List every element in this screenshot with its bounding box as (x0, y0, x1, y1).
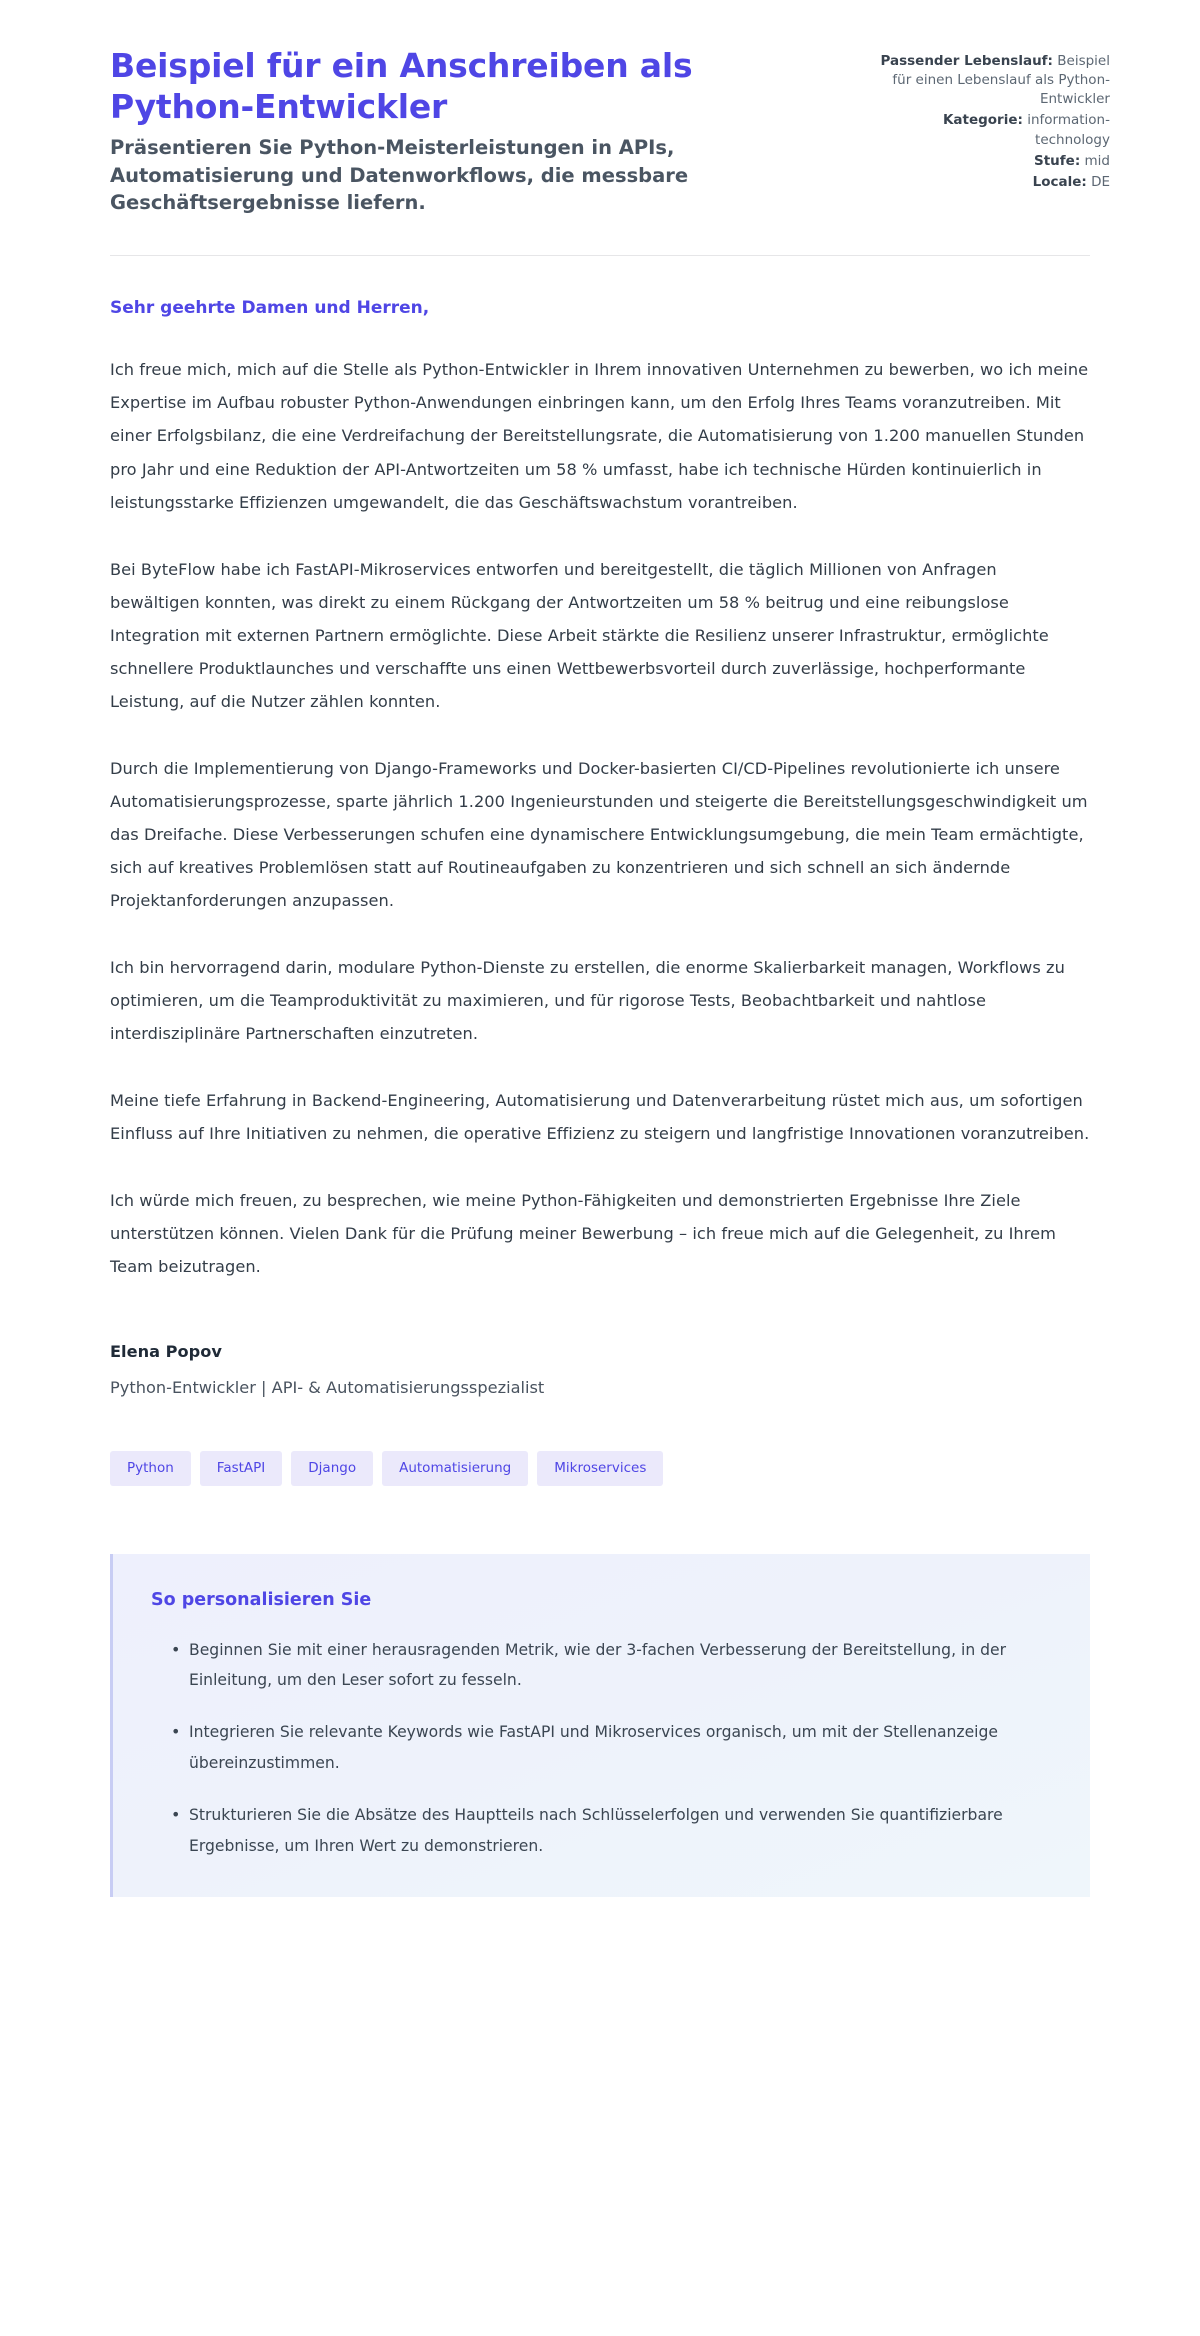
skill-tag[interactable]: Python (110, 1451, 191, 1487)
callout-tip-list (151, 1635, 1050, 1861)
skill-tag[interactable]: FastAPI (200, 1451, 282, 1487)
letter-paragraph: Bei ByteFlow habe ich FastAPI-Mikroservices entworfen und bereitgestellt, die täglich Millionen von Anfragen bewältigen konnten, was direkt zu einem Rückgang der Antwortzeiten um 58 % beitrug und eine reibungslose Integration mit externen Partnern ermöglichte. Diese Arbeit stärkte die Resilienz unserer Infrastruktur, ermöglichte schnellere Produktlaunches und verschaffte uns einen Wettbewerbsvorteil durch zuverlässige, hochperformante Leistung, auf die Nutzer zählen konnten. (110, 559, 1049, 711)
meta-value-level: mid (1084, 152, 1110, 169)
signature-name: Elena Popov (110, 1342, 222, 1362)
page-title: Beispiel für ein Anschreiben als Python-Entwickler (110, 46, 693, 126)
meta-row-level (870, 152, 1110, 171)
skill-tag[interactable]: Django (291, 1451, 373, 1487)
page-subtitle: Präsentieren Sie Python-Meisterleistungen in APIs, Automatisierung und Datenworkflows, die messbare Geschäftsergebnisse liefern. (110, 135, 689, 215)
meta-label-locale: Locale: (1032, 173, 1087, 190)
meta-row-matching-resume (870, 52, 1110, 109)
meta-row-locale (870, 173, 1110, 192)
meta-label-category: Kategorie: (942, 112, 1023, 129)
letter-paragraph: Meine tiefe Erfahrung in Backend-Engineering, Automatisierung und Datenverarbeitung rüstet mich aus, um sofortigen Einfluss auf Ihre Initiativen zu nehmen, die operative Effizienz zu steigern und langfristige Innovationen voranzutreiben. (110, 1091, 1090, 1144)
letter-paragraph: Ich bin hervorragend darin, modulare Python-Dienste zu erstellen, die enorme Skalierbarkeit managen, Workflows zu optimieren, um die Teamproduktivität zu maximieren, und für rigorose Tests, Beobachtbarkeit und nahtlose interdisziplinäre Partnerschaften einzutreten. (110, 958, 1065, 1044)
meta-value-category: information-technology (1027, 112, 1110, 148)
skill-tag-list (110, 1451, 1090, 1487)
document-metadata (870, 46, 1110, 194)
signature-role: Python-Entwickler | API- & Automatisierungsspezialist (110, 1377, 545, 1397)
skill-tag[interactable]: Automatisierung (382, 1451, 528, 1487)
meta-row-category (870, 111, 1110, 149)
letter-paragraph: Ich freue mich, mich auf die Stelle als Python-Entwickler in Ihrem innovativen Unternehmen zu bewerben, wo ich meine Expertise im Aufbau robuster Python-Anwendungen einbringen kann, um den Erfolg Ihres Teams voranzutreiben. Mit einer Erfolgsbilanz, die eine Verdreifachung der Bereitstellungsrate, die Automatisierung von 1.200 manuellen Stunden pro Jahr und eine Reduktion der API-Antwortzeiten um 58 % umfasst, habe ich technische Hürden kontinuierlich in leistungsstarke Effizienzen umgewandelt, die das Geschäftswachstum vorantreiben. (110, 360, 1089, 512)
callout-tip-item: • Strukturieren Sie die Absätze des Hauptteils nach Schlüsselerfolgen und verwenden Sie quantifizierbare Ergebnisse, um Ihren Wert zu demonstrieren. (171, 1800, 1050, 1861)
skill-tag[interactable]: Mikroservices (537, 1451, 663, 1487)
callout-tip-item: • Integrieren Sie relevante Keywords wie FastAPI und Mikroservices organisch, um mit der Stellenanzeige übereinzustimmen. (171, 1717, 1050, 1778)
callout-title: So personalisieren Sie (151, 1590, 372, 1611)
meta-label-matching-resume: Passender Lebenslauf: (880, 53, 1053, 69)
meta-label-level: Stufe: (1034, 152, 1081, 169)
letter-paragraph: Durch die Implementierung von Django-Frameworks und Docker-basierten CI/CD-Pipelines revolutionierte ich unsere Automatisierungsprozesse, sparte jährlich 1.200 Ingenieurstunden und steigerte die Bereitstellungsgeschwindigkeit um das Dreifache. Diese Verbesserungen schufen eine dynamischere Entwicklungsumgebung, die mein Team ermächtigte, sich auf kreatives Problemlösen statt auf Routineaufgaben zu konzentrieren und sich schnell an sich ändernde Projektanforderungen anzupassen. (110, 758, 1088, 911)
callout-tip-item: • Beginnen Sie mit einer herausragenden Metrik, wie der 3-fachen Verbesserung der Bereitstellung, in der Einleitung, um den Leser sofort zu fesseln. (171, 1635, 1050, 1696)
document-header (110, 0, 1110, 217)
meta-value-matching-resume: Beispiel für einen Lebenslauf als Python-Entwickler (892, 53, 1110, 108)
meta-value-locale: DE (1091, 173, 1110, 190)
letter-body (110, 256, 1090, 1486)
letter-salutation: Sehr geehrte Damen und Herren, (110, 297, 430, 318)
personalization-callout (110, 1554, 1090, 1897)
header-text-block (110, 46, 830, 217)
letter-paragraph: Ich würde mich freuen, zu besprechen, wie meine Python-Fähigkeiten und demonstrierten Ergebnisse Ihre Ziele unterstützen können. Vielen Dank für die Prüfung meiner Bewerbung – ich freue mich auf die Gelegenheit, zu Ihrem Team beizutragen. (110, 1191, 1056, 1277)
signature-block (110, 1337, 1090, 1400)
